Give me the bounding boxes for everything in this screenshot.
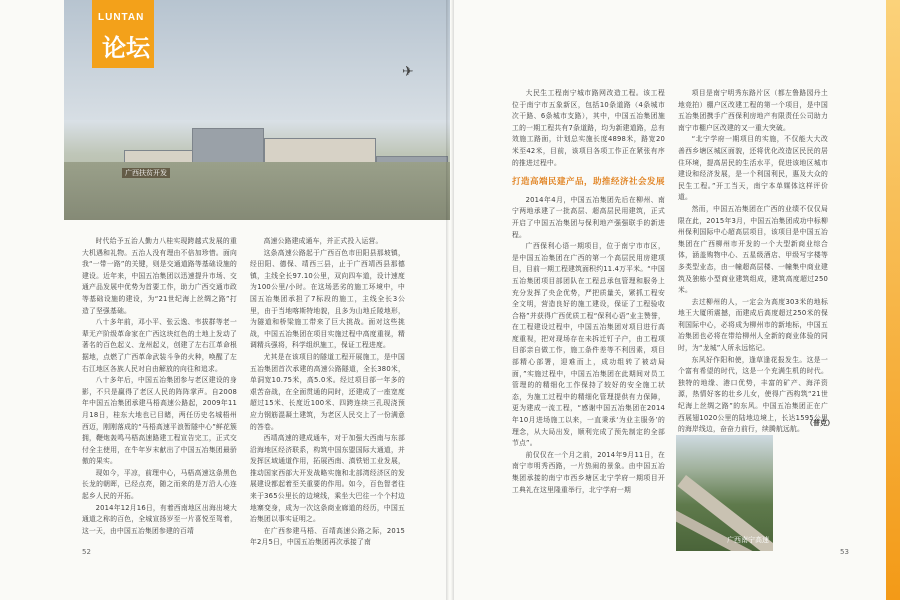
section-title-cn: 论坛 bbox=[102, 34, 150, 62]
section-ribbon bbox=[92, 0, 154, 68]
paragraph: “北宁学府一期项目的实施，不仅能大大改善西乡塘区城区面貌，还将优化改造区民民的居住环境，提高居民的生活水平，促进该地区城市建设和经济发展，是一个利国利民，惠及大众的民生工程。”开工当天，南宁本单媒体这样评价道。 bbox=[678, 135, 828, 202]
page-number-right: 53 bbox=[840, 548, 849, 556]
paragraph: 大民生工程南宁城市路网改造工程。该工程位于南宁市五象新区，包括10条道路（4条城市次干路、6条城市支路），其中，中国五冶集团施工的一期工程共有7条道路，均为新建道路，总有效施工路面，计划总实施长度4898米，路宽20米至42米，目前，该项目各项工作正在紧张有序的推进过程中。 bbox=[512, 89, 665, 167]
paragraph: 广西保利心语一期项目，位于南宁市市区，是中国五冶集团在广西的第一个高层民用房建项目，目前一期工程建筑面积约11.4万平米。“中国五冶集团项目部团队在工程总承包管理和服务上充分发挥了央企优势，严把质量关，紧抓工程安全文明，营造良好的施工建设，保证了工程验收合格”并获得广西优质工程“保利心语”业主赞誉，在工程建设过程中，中国五冶集团对项目进行高度重视，把对现场存在未拆迁钉子户，由工程项目部亲自做工作，施工条件差等不利因素，项目部精心部署，迎难而上，成功组转了被动局面，”实施过程中，中国五冶集团在此期间对员工管理的的精细化工作保持了较好的安全施工状态，为施工过程中的精细化管理提供有力保障，更为建成一流工程，“感谢中国五冶集团在2014年10月进场施工以来，一直秉承‘为业主服务’的理念，从大局出发，顺利完成了预先制定的全部节点”。 bbox=[512, 242, 665, 448]
highway-photo bbox=[676, 435, 773, 551]
paragraph: 这条高速公路起于广西百色市田阳县那坡镇，经田阳、德保、靖西三县，止于广西靖西县那德镇，主线全长97.10公里，双向四车道，设计速度为100公里/小时。在这场恶劣的施工环境中，中国五冶集团承担了7标段的施工，主线全长3公里，由于当地喀斯特地貌，且多为山地丘陵地形，为隧道和桥梁施工带来了巨大挑战。面对这些挑战，中国五冶集团在项目实施过程中高度重视，精调精兵强将，科学组织施工，保证工程进度。 bbox=[250, 248, 405, 350]
paragraph: 现如今，平凉，前理中心，马梧高速这条黑色长龙的朝晖，已经点亮，随之而来的是万沿人心连起乡人民的开拓。 bbox=[82, 468, 237, 501]
decorative-edge-bar bbox=[886, 0, 900, 600]
paragraph: 去过柳州的人，一定会为高度303米的地标地王大厦所震撼，而建成后高度超过250米的保利国际中心，必将成为柳州市的新地标，中国五冶集团也必将在带给柳州人全新的商业体验的同时，为“龙城”人所永远铭记。 bbox=[678, 297, 828, 353]
text-column-4 bbox=[678, 88, 828, 436]
paragraph: 西靖高速的建成通车，对于加强大西南与东部沿海地区经济联系，构筑中国东盟国际大通道，并发挥区域通道作用，拓展西南、滇铁铝工业发展，推动国家西部大开发战略实施和北部湾经济区的发展建设都起着至关重要的作用。如今，百色智者往来于365公里长的边境线，乘坐大巴往一个个村边地寨变身，成为一次这条商业廊道的经历，中国五冶集团以事实证明之。 bbox=[250, 434, 405, 524]
paragraph: 八十多年前，邓小平、张云逸、韦拔群等老一辈无产阶级革命家在广西这块红色的土地上发动了著名的百色起义、龙州起义，创建了左右江革命根据地，点燃了广西革命武装斗争的火种，唤醒了左右江地区各族人民对自由解放的向往和追求。 bbox=[82, 318, 237, 373]
paragraph: 时代给予五治人勤力八桂实现跨越式发展的重大机遇和礼物。五治人没有理由不倍加珍惜。面向我“一带一路”的关键，则是交通道路等基础设施的建设。近年来，中国五冶集团以迅速提升市场、交通产品发展中优势为首要工作，助力广西交通市政等基础设施的建设，为“21世纪海上丝绸之路”打造了坚强基础。 bbox=[82, 237, 237, 315]
paragraph: 前仅仅在一个月之前，2014年9月11日，在南宁市明秀西路，一片热闹的景象。由中国五冶集团承接的南宁市西乡塘区北宁学府一期项目开工典礼在这里隆重举行，北宁学府一期 bbox=[512, 450, 665, 494]
page-number-left: 52 bbox=[82, 548, 91, 556]
right-page bbox=[450, 0, 900, 600]
paragraph: 尤其是在该项目的隧道工程开展施工，是中国五冶集团首次承建的高速公路隧道，全长380米，单洞宽10.75米，高5.0米。经过项目部一年多的艰苦奋战，在全面贯通的同时，还建成了一座宽度超过15米、长度近100米、四跨连续三孔现浇预应力钢筋混凝土建筑，为老区人民交上了一份满意的答卷。 bbox=[250, 352, 405, 431]
section-heading: 打造高端民建产品，助推经济社会发展 bbox=[512, 177, 666, 188]
paragraph: 2014年4月，中国五冶集团先后在柳州、南宁两地承建了一批高层、超高层民用建筑，正式开启了中国五冶集团与保利地产强强联手的新进程。 bbox=[512, 195, 665, 239]
site-sign: 广西扶贫开发 bbox=[122, 168, 170, 178]
text-column-3 bbox=[512, 88, 665, 496]
paragraph: 项目是南宁明秀东路片区（都左鲁路园丹土地竞拍）棚户区改建工程的第一个项目，是中国五冶集团携手广西保利房地产有限责任公司助力南宁市棚户区改建的又一重大突破。 bbox=[678, 89, 828, 132]
paragraph: 东风好作阳和使，逢草逢花报发生。这是一个富有希望的时代，这是一个充满生机的时代。独特的地缘、港口优势，丰富的矿产、海洋资源，热情好客的壮乡儿女，使得广西构筑“21世纪海上丝绸之路”的东风。中国五冶集团正在广西展翅1020公里的陆地边境上，长达1595公里的海岸线边，奋奋力前行，续腾航远航。 bbox=[678, 355, 828, 434]
airplane-icon: ✈ bbox=[402, 64, 414, 80]
text-column-2 bbox=[250, 236, 405, 549]
paragraph: 然而，中国五冶集团在广西的业绩不仅仅局限在此，2015年3月，中国五冶集团成功中标柳州保利国际中心超高层项目，该项目是中国五冶集团在广西柳州市开发的一个大型新商业综合体，涵盖购物中心、五星级酒店、甲级写字楼等多类型业态，由一幢超高层楼、一幢集中商业建筑及独栋小型商业建筑组成，建筑高度超过250米。 bbox=[678, 204, 828, 295]
paragraph: 2014年12月16日，有着西南地区出海出境大通道之称的百色，全城宣扬岁至一片喜悦至驾着，这一天，由中国五冶集团参建的百靖 bbox=[82, 503, 237, 535]
paragraph: 高速公路建成通车，并正式投入运营。 bbox=[263, 237, 383, 245]
page-gutter bbox=[446, 0, 454, 600]
paragraph: 八十多年后，中国五冶集团参与老区建设的身影，不只是赢得了老区人民的阵阵掌声。自2008年中国五冶集团承建马梧高速公路起，2009年11月18日，桂东大地也已目睹，两任历史名城梧州西迈，刚刚落成的“马梧高速平浪暂隧中心”鲜花簇拥，鞭炮轰鸣马梧高速路建工程宣告完工，正式交付全主使用，在牛年岁末献出了中国五冶集团最骄傲的果实。 bbox=[82, 376, 237, 466]
section-title-en: LUNTAN bbox=[98, 12, 145, 23]
paragraph: 在广西参建马梧、百靖高速公路之际，2015年2月5日，中国五冶集团再次承接了南 bbox=[250, 526, 405, 547]
photo-caption: 广西南宁高速 bbox=[727, 536, 769, 544]
author-credit: （普克） bbox=[806, 419, 834, 427]
text-column-1 bbox=[82, 236, 237, 537]
